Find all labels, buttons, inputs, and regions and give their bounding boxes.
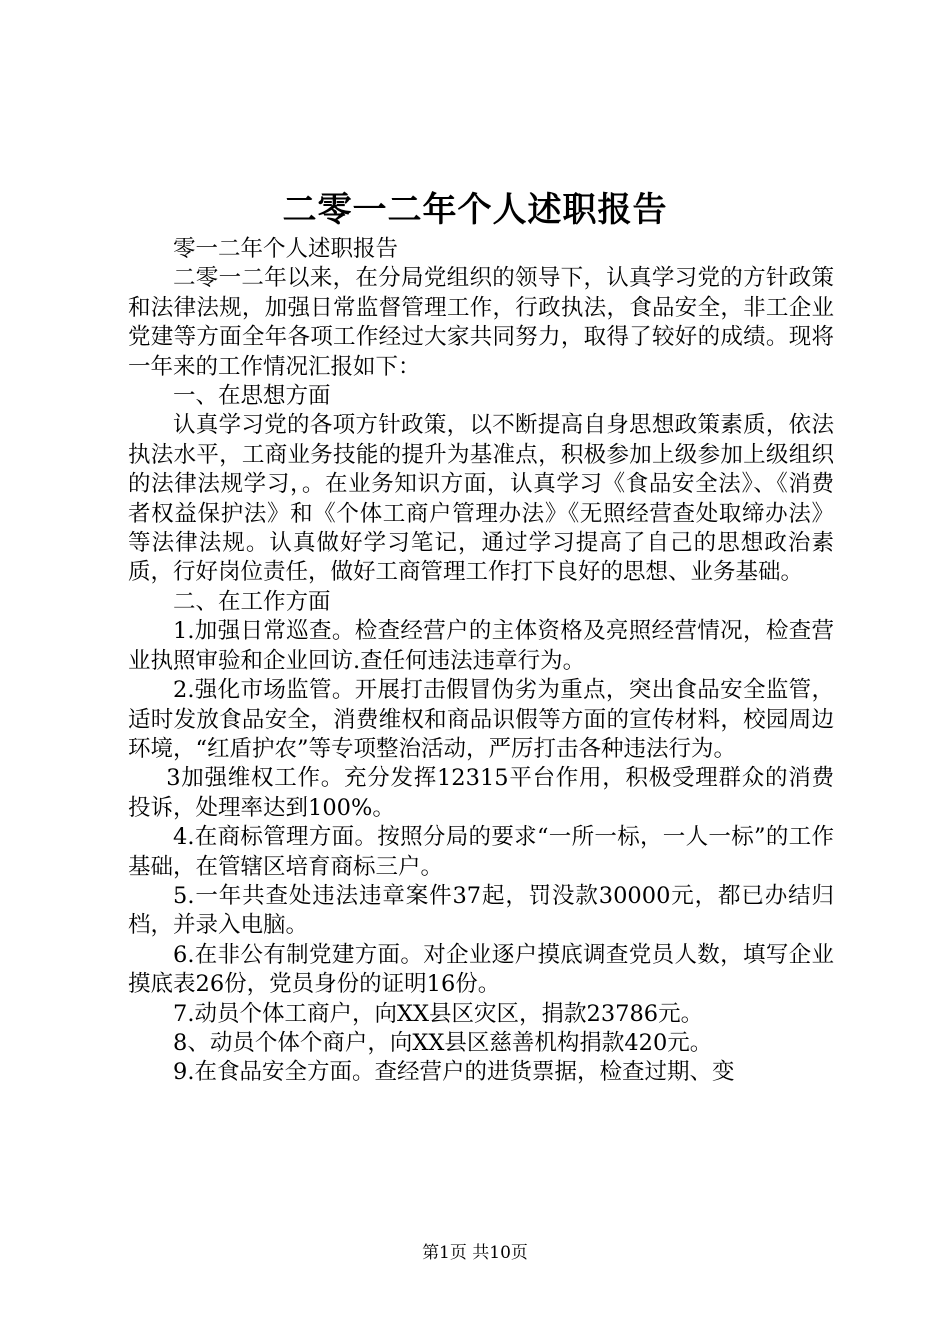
paragraph-item-6: 6.在非公有制党建方面。对企业逐户摸底调查党员人数，填写企业摸底表26份，党员身份的证明16份。 (128, 941, 834, 998)
page-number-footer: 第1页 共10页 (422, 1243, 528, 1263)
paragraph-item-8: 8、动员个体个商户，向XX县区慈善机构捐款420元。 (173, 1029, 713, 1056)
paragraph-item-4: 4.在商标管理方面。按照分局的要求“一所一标，一人一标”的工作基础，在管辖区培育商标三户。 (128, 824, 834, 880)
paragraph-item-7: 7.动员个体工商户，向XX县区灾区，捐款23786元。 (173, 1000, 704, 1027)
section-heading-thought: 一、在思想方面 (173, 383, 331, 410)
paragraph-item-3: 3加强维权工作。充分发挥12315平台作用，积极受理群众的消费投诉，处理率达到100%。 (128, 765, 834, 821)
paragraph-intro: 二零一二年以来，在分局党组织的领导下，认真学习党的方针政策和法律法规，加强日常监督管理工作，行政执法，食品安全，非工企业党建等方面全年各项工作经过大家共同努力，取得了较好的成绩。现将一年来的工作情况汇报如下： (128, 265, 834, 380)
document-body (128, 235, 834, 1088)
paragraph-subtitle: 零一二年个人述职报告 (173, 236, 399, 262)
paragraph-item-1: 1.加强日常巡查。检查经营户的主体资格及亮照经营情况，检查营业执照审验和企业回访.查任何违法违章行为。 (128, 618, 834, 674)
document-title: 二零一二年个人述职报告 (282, 190, 668, 230)
paragraph-item-2: 2.强化市场监管。开展打击假冒伪劣为重点，突出食品安全监管，适时发放食品安全，消费维权和商品识假等方面的宣传材料，校园周边环境，“红盾护农”等专项整治活动，严厉打击各种违法行为。 (128, 677, 834, 762)
paragraph-item-9: 9.在食品安全方面。查经营户的进货票据，检查过期、变 (173, 1059, 735, 1086)
paragraph-item-5: 5.一年共查处违法违章案件37起，罚没款30000元，都已办结归档，并录入电脑。 (128, 882, 834, 939)
paragraph-thought: 认真学习党的各项方针政策，以不断提高自身思想政策素质，依法执法水平，工商业务技能的提升为基准点，积极参加上级参加上级组织的法律法规学习，。在业务知识方面，认真学习《食品安全法》、《消费者权益保护法》和《个体工商户管理办法》《无照经营查处取缔办法》等法律法规。认真做好学习笔记，通过学习提高了自己的思想政治素质，行好岗位责任，做好工商管理工作打下良好的思想、业务基础。 (128, 412, 834, 586)
section-heading-work: 二、在工作方面 (173, 588, 331, 615)
